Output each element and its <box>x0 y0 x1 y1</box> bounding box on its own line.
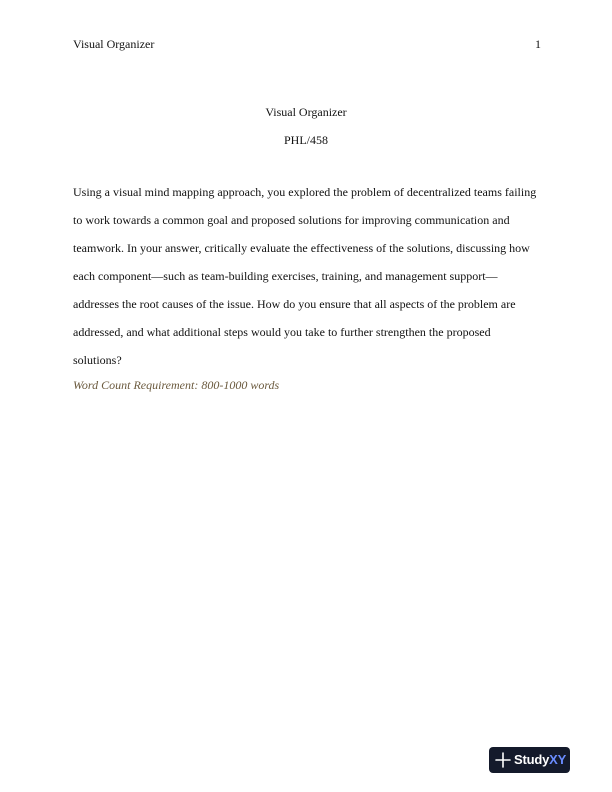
page-number: 1 <box>535 37 541 51</box>
running-head: Visual Organizer <box>73 37 155 51</box>
paragraph-line: solutions? <box>73 353 122 367</box>
document-title: Visual Organizer <box>265 105 347 119</box>
paragraph-line: teamwork. In your answer, critically evaluate the effectiveness of the solutions, discussing how <box>73 241 530 255</box>
studyxy-watermark-badge[interactable] <box>489 747 570 773</box>
word-count-requirement: Word Count Requirement: 800-1000 words <box>73 378 280 392</box>
course-code: PHL/458 <box>283 133 328 147</box>
brand-name <box>514 752 566 768</box>
paragraph-line: addressed, and what additional steps would you take to further strengthen the proposed <box>73 325 491 339</box>
brand-name-main: Study <box>514 752 550 767</box>
paragraph-line: addresses the root causes of the issue. How do you ensure that all aspects of the problem are <box>73 297 516 311</box>
prompt-paragraph <box>73 178 541 374</box>
plus-sparkle-icon <box>495 752 511 768</box>
paragraph-line: each component—such as team-building exercises, training, and management support— <box>73 269 498 283</box>
brand-name-accent: XY <box>549 752 567 767</box>
paragraph-line: to work towards a common goal and proposed solutions for improving communication and <box>73 213 510 227</box>
paragraph-line: Using a visual mind mapping approach, you explored the problem of decentralized teams failing <box>73 185 537 199</box>
